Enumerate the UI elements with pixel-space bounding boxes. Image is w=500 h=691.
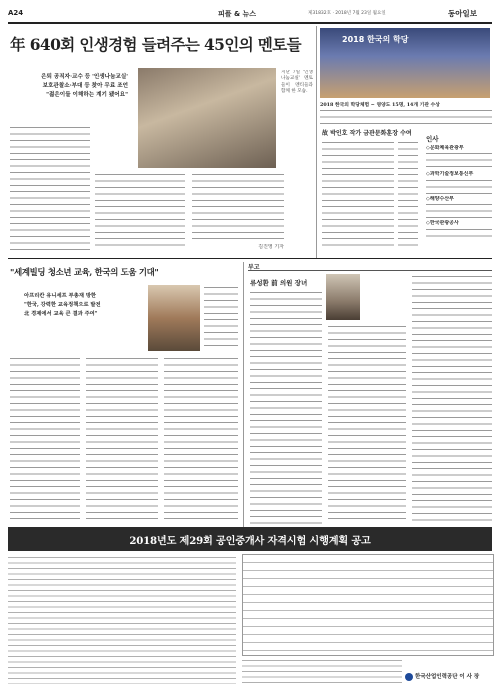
ad-body-right — [242, 657, 402, 685]
interview-photo-caption — [204, 285, 238, 351]
obituary-body-col-2 — [328, 324, 406, 524]
obituary-label: 부고 — [248, 264, 260, 271]
column-body-2 — [398, 140, 418, 248]
people-item: ◇해양수산부 — [426, 195, 454, 202]
feature-headline: 年 640회 인생경험 들려주는 45인의 멘토들 — [10, 35, 302, 54]
ad-table — [242, 554, 494, 656]
column-divider — [316, 26, 317, 258]
feature-body-col-2 — [95, 172, 185, 250]
feature-body-col-3 — [192, 172, 284, 244]
people-heading: 인사 — [426, 135, 439, 143]
masthead — [8, 7, 492, 21]
column-heading: 故 박인호 작가 금관문화훈장 수여 — [322, 130, 412, 137]
promo-caption-title: 2018 한국의 학당체험 ~ 영양도 15명, 14개 기관 수상 — [320, 102, 440, 108]
interview-body-col-3 — [164, 356, 238, 524]
page-number: A24 — [8, 9, 24, 17]
newspaper-brand: 동아일보 — [448, 9, 477, 18]
ad-title: 2018년도 제29회 공인중개사 자격시험 시행계획 공고 — [129, 535, 371, 547]
obituary-photo — [326, 274, 360, 320]
column-body — [322, 140, 394, 248]
feature-photo-caption: 지난 7일 '인생나눔교실' 멘토들이 멘티들과 함께 한 모습. — [281, 70, 313, 95]
interview-subhead: 아프리칸 유니세프 부총재 방한 "한국, 강력한 교육정책으로 발전 北 경제에서 교육 큰 결과 주여" — [24, 293, 101, 317]
obituary-rule — [248, 270, 492, 271]
interview-headline: "세계빌딩 청소년 교육, 한국의 도움 기대" — [10, 267, 159, 277]
obituary-body-col-3 — [412, 274, 492, 524]
people-item: ◇문화체육관광부 — [426, 145, 464, 151]
promo-photo — [320, 28, 490, 98]
people-item: ◇과학기술정보통신부 — [426, 171, 474, 178]
promo-banner-label: 2018 한국의 학당 — [342, 35, 409, 44]
issue-date: 제31832호 · 2018년 7월 23일 월요일 — [308, 11, 386, 16]
ad-issuer: 한국산업인력공단 이 사 장 — [415, 674, 480, 680]
interview-body-col-1 — [10, 356, 80, 524]
obituary-body-col-1 — [250, 290, 322, 524]
ad-banner — [8, 527, 492, 551]
promo-caption-body — [320, 108, 492, 128]
column-divider — [243, 262, 244, 527]
ad-body-left — [8, 554, 236, 684]
ad-issuer-logo-icon — [405, 673, 413, 681]
section-name: 피플 & 뉴스 — [218, 10, 257, 18]
feature-credit: 김진영 기자 — [258, 244, 284, 250]
feature-photo — [138, 68, 276, 168]
people-item: ◇한국관광공사 — [426, 220, 459, 227]
feature-subhead: 은퇴 공직자·교수 등 '인생나눔교실' 보호관찰소·부대 등 찾아 무료 조언 "젊은이들 이해하는 계기 됐어요" — [41, 74, 128, 98]
interview-body-col-2 — [86, 356, 158, 524]
obituary-name: 류성환 前 의원 장녀 — [250, 279, 308, 287]
interview-photo — [148, 285, 200, 351]
people-list — [426, 145, 492, 241]
masthead-rule — [8, 22, 492, 24]
section-rule — [8, 258, 492, 259]
feature-body-col-1 — [10, 125, 90, 250]
